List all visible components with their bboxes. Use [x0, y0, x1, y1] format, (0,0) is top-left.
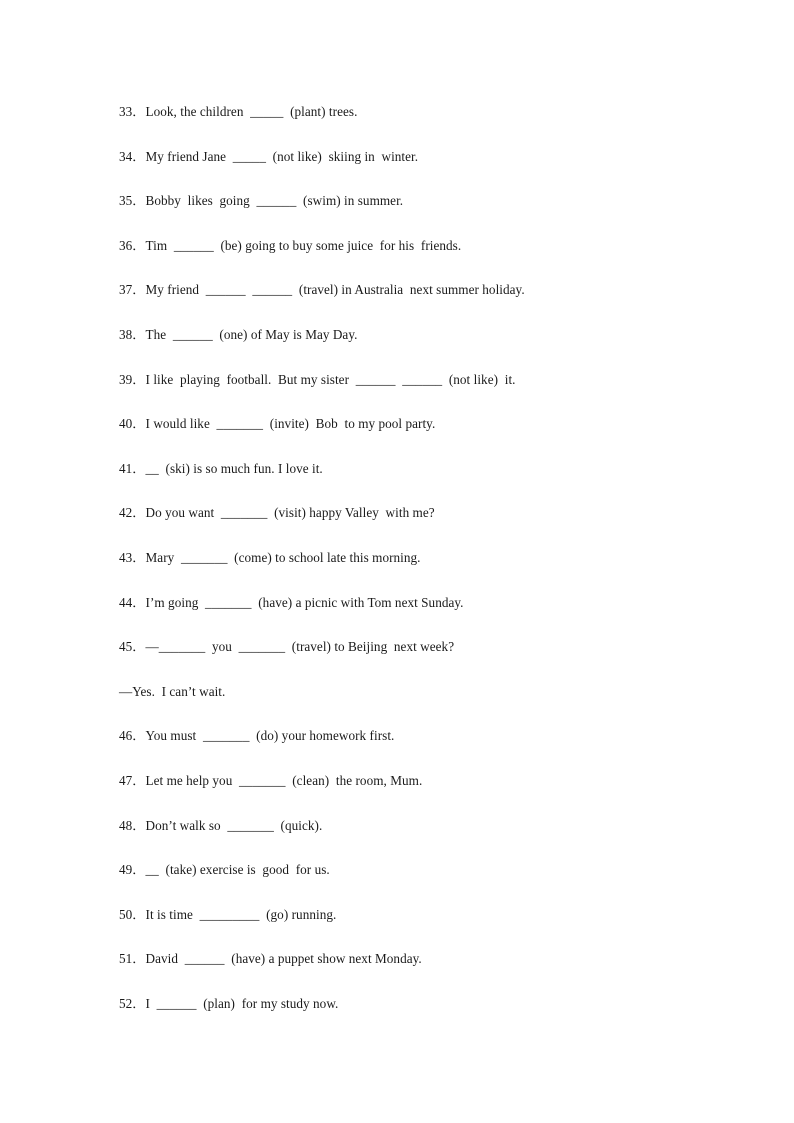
question-48: 48．Don’t walk so _______ (quick).	[119, 817, 323, 833]
question-43: 43．Mary _______ (come) to school late this morning.	[119, 549, 421, 565]
question-51: 51．David ______ (have) a puppet show next Monday.	[119, 951, 422, 967]
question-50: 50．It is time _________ (go) running.	[119, 906, 337, 922]
question-39: 39．I like playing football. But my sister ______ ______ (not like) it.	[119, 371, 516, 387]
question-35: 35．Bobby likes going ______ (swim) in summer.	[119, 193, 404, 209]
exercise-list	[119, 102, 759, 1038]
question-36: 36．Tim ______ (be) going to buy some juice for his friends.	[119, 237, 462, 253]
question-45-reply: —Yes. I can’t wait.	[119, 683, 226, 699]
question-33: 33．Look, the children _____ (plant) trees.	[119, 104, 358, 119]
question-52: 52．I ______ (plan) for my study now.	[119, 995, 339, 1011]
question-38: 38．The ______ (one) of May is May Day.	[119, 326, 358, 342]
question-42: 42．Do you want _______ (visit) happy Valley with me?	[119, 505, 435, 521]
question-34: 34．My friend Jane _____ (not like) skiing in winter.	[119, 148, 419, 164]
question-40: 40．I would like _______ (invite) Bob to my pool party.	[119, 416, 436, 432]
question-47: 47．Let me help you _______ (clean) the room, Mum.	[119, 772, 423, 788]
question-41: 41．__ (ski) is so much fun. I love it.	[119, 460, 323, 476]
question-49: 49．__ (take) exercise is good for us.	[119, 862, 330, 878]
question-46: 46．You must _______ (do) your homework first.	[119, 728, 395, 744]
question-44: 44．I’m going _______ (have) a picnic with Tom next Sunday.	[119, 594, 464, 610]
question-45: 45．—_______ you _______ (travel) to Beijing next week?	[119, 639, 455, 655]
question-37: 37．My friend ______ ______ (travel) in Australia next summer holiday.	[119, 282, 525, 298]
